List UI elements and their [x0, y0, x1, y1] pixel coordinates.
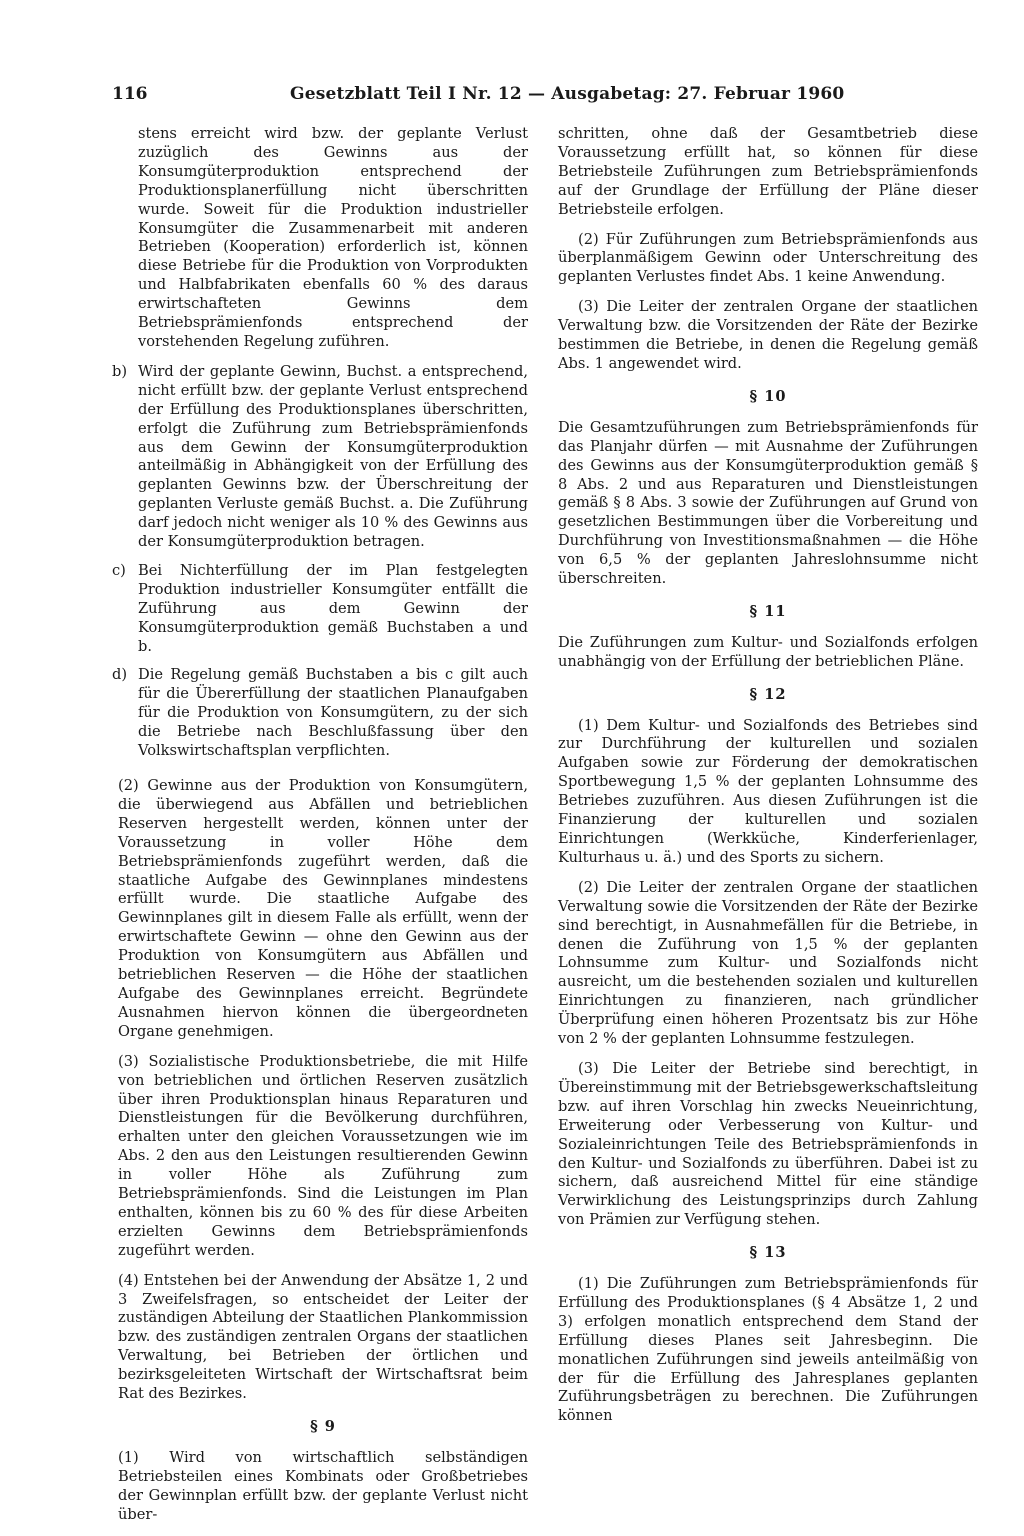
section-9-paragraph-2: (2) Für Zuführungen zum Betriebsprämienfonds aus überplanmäßigem Gewinn oder Unterschreitung des geplanten Verlustes findet Abs. 1 keine Anwendung. [558, 230, 978, 286]
section-10-text: Die Gesamtzuführungen zum Betriebsprämienfonds für das Planjahr dürfen — mit Ausnahme der Zuführungen des Gewinns aus der Konsumgüterproduktion gemäß § 8 Abs. 2 und aus Reparaturen und Dienstleistungen gemäß § 8 Abs. 3 sowie der Zuführungen auf Grund von gesetzlichen Bestimmungen über die Vorbereitung und Durchführung von Investitionsmaßnahmen — die Höhe von 6,5 % der geplanten Jahreslohnsumme nicht überschreiten. [558, 418, 978, 588]
section-9-heading: § 9 [310, 1418, 336, 1435]
section-12-paragraph-1: (1) Dem Kultur- und Sozialfonds des Betriebes sind zur Durchführung der kulturellen und sozialen Aufgaben sowie zur Förderung der demokratischen Sportbewegung 1,5 % der geplanten Lohnsumme des Betriebes zuzuführen. Aus diesen Zuführungen ist die Finanzierung der kulturellen und sozialen Einrichtungen (Werkküche, Kinderferienlager, Kulturhaus u. ä.) und des Sports zu sichern. [558, 716, 978, 866]
section-13-heading: § 13 [749, 1244, 787, 1262]
section-9-paragraph-3: (3) Die Leiter der zentralen Organe der staatlichen Verwaltung bzw. die Vorsitzenden der Räte der Bezirke bestimmen die Betriebe, in denen die Regelung gemäß Abs. 1 angewendet wird. [558, 298, 978, 372]
page-header [112, 84, 902, 110]
item-c-text: Bei Nichterfüllung der im Plan festgelegten Produktion industrieller Konsumgüter entfällt die Zuführung aus dem Gewinn der Konsumgüterproduktion gemäß Buchstaben a und b. [138, 561, 528, 655]
item-b [112, 362, 528, 552]
section-13-paragraph-1: (1) Die Zuführungen zum Betriebsprämienfonds für Erfüllung des Produktionsplanes (§ 4 Absätze 1, 2 und 3) erfolgen monatlich entsprechend dem Stand der Erfüllung dieses Planes seit Jahresbeginn. Die monatlichen Zuführungen sind jeweils anteilmäßig von der für die Erfüllung des Jahresplanes geplanten Zuführungsbeträgen zu berechnen. Die Zuführungen können [558, 1275, 978, 1425]
item-d-text: Die Regelung gemäß Buchstaben a bis c gilt auch für die Übererfüllung der staatlichen Planaufgaben für die Produktion von Konsumgütern, zu der sich die Betriebe nach Beschlußfassung über den Volkswirtschaftsplan verpflichten. [138, 666, 528, 760]
paragraph-3: (3) Sozialistische Produktionsbetriebe, die mit Hilfe von betrieblichen und örtlichen Reserven zusätzlich über ihren Produktionsplan hinaus Reparaturen und Dienstleistungen für die Bevölkerung durchführen, erhalten unter den gleichen Voraussetzungen wie im Abs. 2 den aus den Leistungen resultierenden Gewinn in voller Höhe als Zuführung zum Betriebsprämienfonds. Sind die Leistungen im Plan enthalten, können bis zu 60 % des für diese Arbeiten erzielten Gewinns dem Betriebsprämienfonds zugeführt werden. [118, 1052, 528, 1259]
section-10-heading: § 10 [749, 387, 787, 405]
item-c-label: c) [112, 561, 126, 579]
section-12-heading: § 12 [749, 685, 787, 703]
paragraph-4: (4) Entstehen bei der Anwendung der Absätze 1, 2 und 3 Zweifelsfragen, so entscheidet der Leiter der zuständigen Abteilung der Staatlichen Plankommission bzw. des zuständigen zentralen Organs der staatlichen Verwaltung, bei Betrieben der örtlichen und bezirksgeleiteten Wirtschaft der Wirtschaftsrat beim Rat des Bezirkes. [118, 1271, 528, 1403]
item-d-label: d) [112, 666, 128, 684]
section-12-paragraph-3: (3) Die Leiter der Betriebe sind berechtigt, in Übereinstimmung mit der Betriebsgewerkschaftsleitung bzw. auf ihren Vorschlag hin zwecks Neueinrichtung, Erweiterung oder Verbesserung von Kultur- und Sozialeinrichtungen Teile des Betriebsprämienfonds in den Kultur- und Sozialfonds zu überführen. Dabei ist zu sichern, daß ausreichend Mittel für eine ständige Verwirklichung des Leistungsprinzips durch Zahlung von Prämien zur Verfügung stehen. [558, 1059, 978, 1229]
item-c [112, 561, 528, 657]
item-a-continuation: stens erreicht wird bzw. der geplante Verlust zuzüglich des Gewinns aus der Konsumgüterproduktion entsprechend der Produktionsplanerfüllung nicht überschritten wurde. Soweit für die Produktion industrieller Konsumgüter die Zusammenarbeit mit anderen Betrieben (Kooperation) erforderlich ist, können diese Betriebe für die Produktion von Vorprodukten und Halbfabrikaten ebenfalls 60 % des daraus erwirtschafteten Gewinns dem Betriebsprämienfonds entsprechend der vorstehenden Regelung zuführen. [138, 125, 528, 350]
paragraph-2: (2) Gewinne aus der Produktion von Konsumgütern, die überwiegend aus Abfällen und betrieblichen Reserven hergestellt werden, können unter der Voraussetzung in voller Höhe dem Betriebsprämienfonds zugeführt werden, daß die staatliche Aufgabe des Gewinnplanes mindestens erfüllt wurde. Die staatliche Aufgabe des Gewinnplanes gilt in diesem Falle als erfüllt, wenn der erwirtschaftete Gewinn — ohne den Gewinn aus der Produktion von Konsumgütern aus Abfällen und betrieblichen Reserven — die Höhe der staatlichen Aufgabe des Gewinnplanes erreicht. Begründete Ausnahmen hiervon können die übergeordneten Organe genehmigen. [118, 777, 528, 1040]
item-b-label: b) [112, 362, 128, 380]
page-number: 116 [112, 84, 148, 104]
gazette-title: Gesetzblatt Teil I Nr. 12 — Ausgabetag: 27. Februar 1960 [290, 84, 845, 104]
section-11-text: Die Zuführungen zum Kultur- und Sozialfonds erfolgen unabhängig von der Erfüllung der betrieblichen Pläne. [558, 633, 978, 670]
section-11-heading: § 11 [749, 602, 787, 620]
item-b-text: Wird der geplante Gewinn, Buchst. a entsprechend, nicht erfüllt bzw. der geplante Verlust entsprechend der Erfüllung des Produktionsplanes überschritten, erfolgt die Zuführung zum Betriebsprämienfonds aus dem Gewinn der Konsumgüterproduktion anteilmäßig in Abhängigkeit von der Erfüllung des geplanten Gewinns bzw. der Überschreitung der geplanten Verluste gemäß Buchst. a. Die Zuführung darf jedoch nicht weniger als 10 % des Gewinns aus der Konsumgüterproduktion betragen. [138, 362, 528, 551]
section-12-paragraph-2: (2) Die Leiter der zentralen Organe der staatlichen Verwaltung sowie die Vorsitzenden der Räte der Bezirke sind berechtigt, in Ausnahmefällen für die Betriebe, in denen die Zuführung von 1,5 % der geplanten Lohnsumme zum Kultur- und Sozialfonds nicht ausreicht, um die bestehenden sozialen und kulturellen Einrichtungen zu finanzieren, nach gründlicher Überprüfung einen höheren Prozentsatz bis zur Höhe von 2 % der geplanten Lohnsumme festzulegen. [558, 878, 978, 1048]
section-9-paragraph-1-continuation: schritten, ohne daß der Gesamtbetrieb diese Voraussetzung erfüllt hat, so können für diese Betriebsteile Zuführungen zum Betriebsprämienfonds auf der Grundlage der Erfüllung der Pläne dieser Betriebsteile erfolgen. [558, 125, 978, 218]
section-9-paragraph-1: (1) Wird von wirtschaftlich selbständigen Betriebsteilen eines Kombinats oder Großbetriebes der Gewinnplan erfüllt bzw. der geplante Verlust nicht über- [118, 1448, 528, 1523]
right-column [558, 125, 978, 1437]
item-d [112, 666, 528, 761]
left-column [112, 125, 528, 1536]
